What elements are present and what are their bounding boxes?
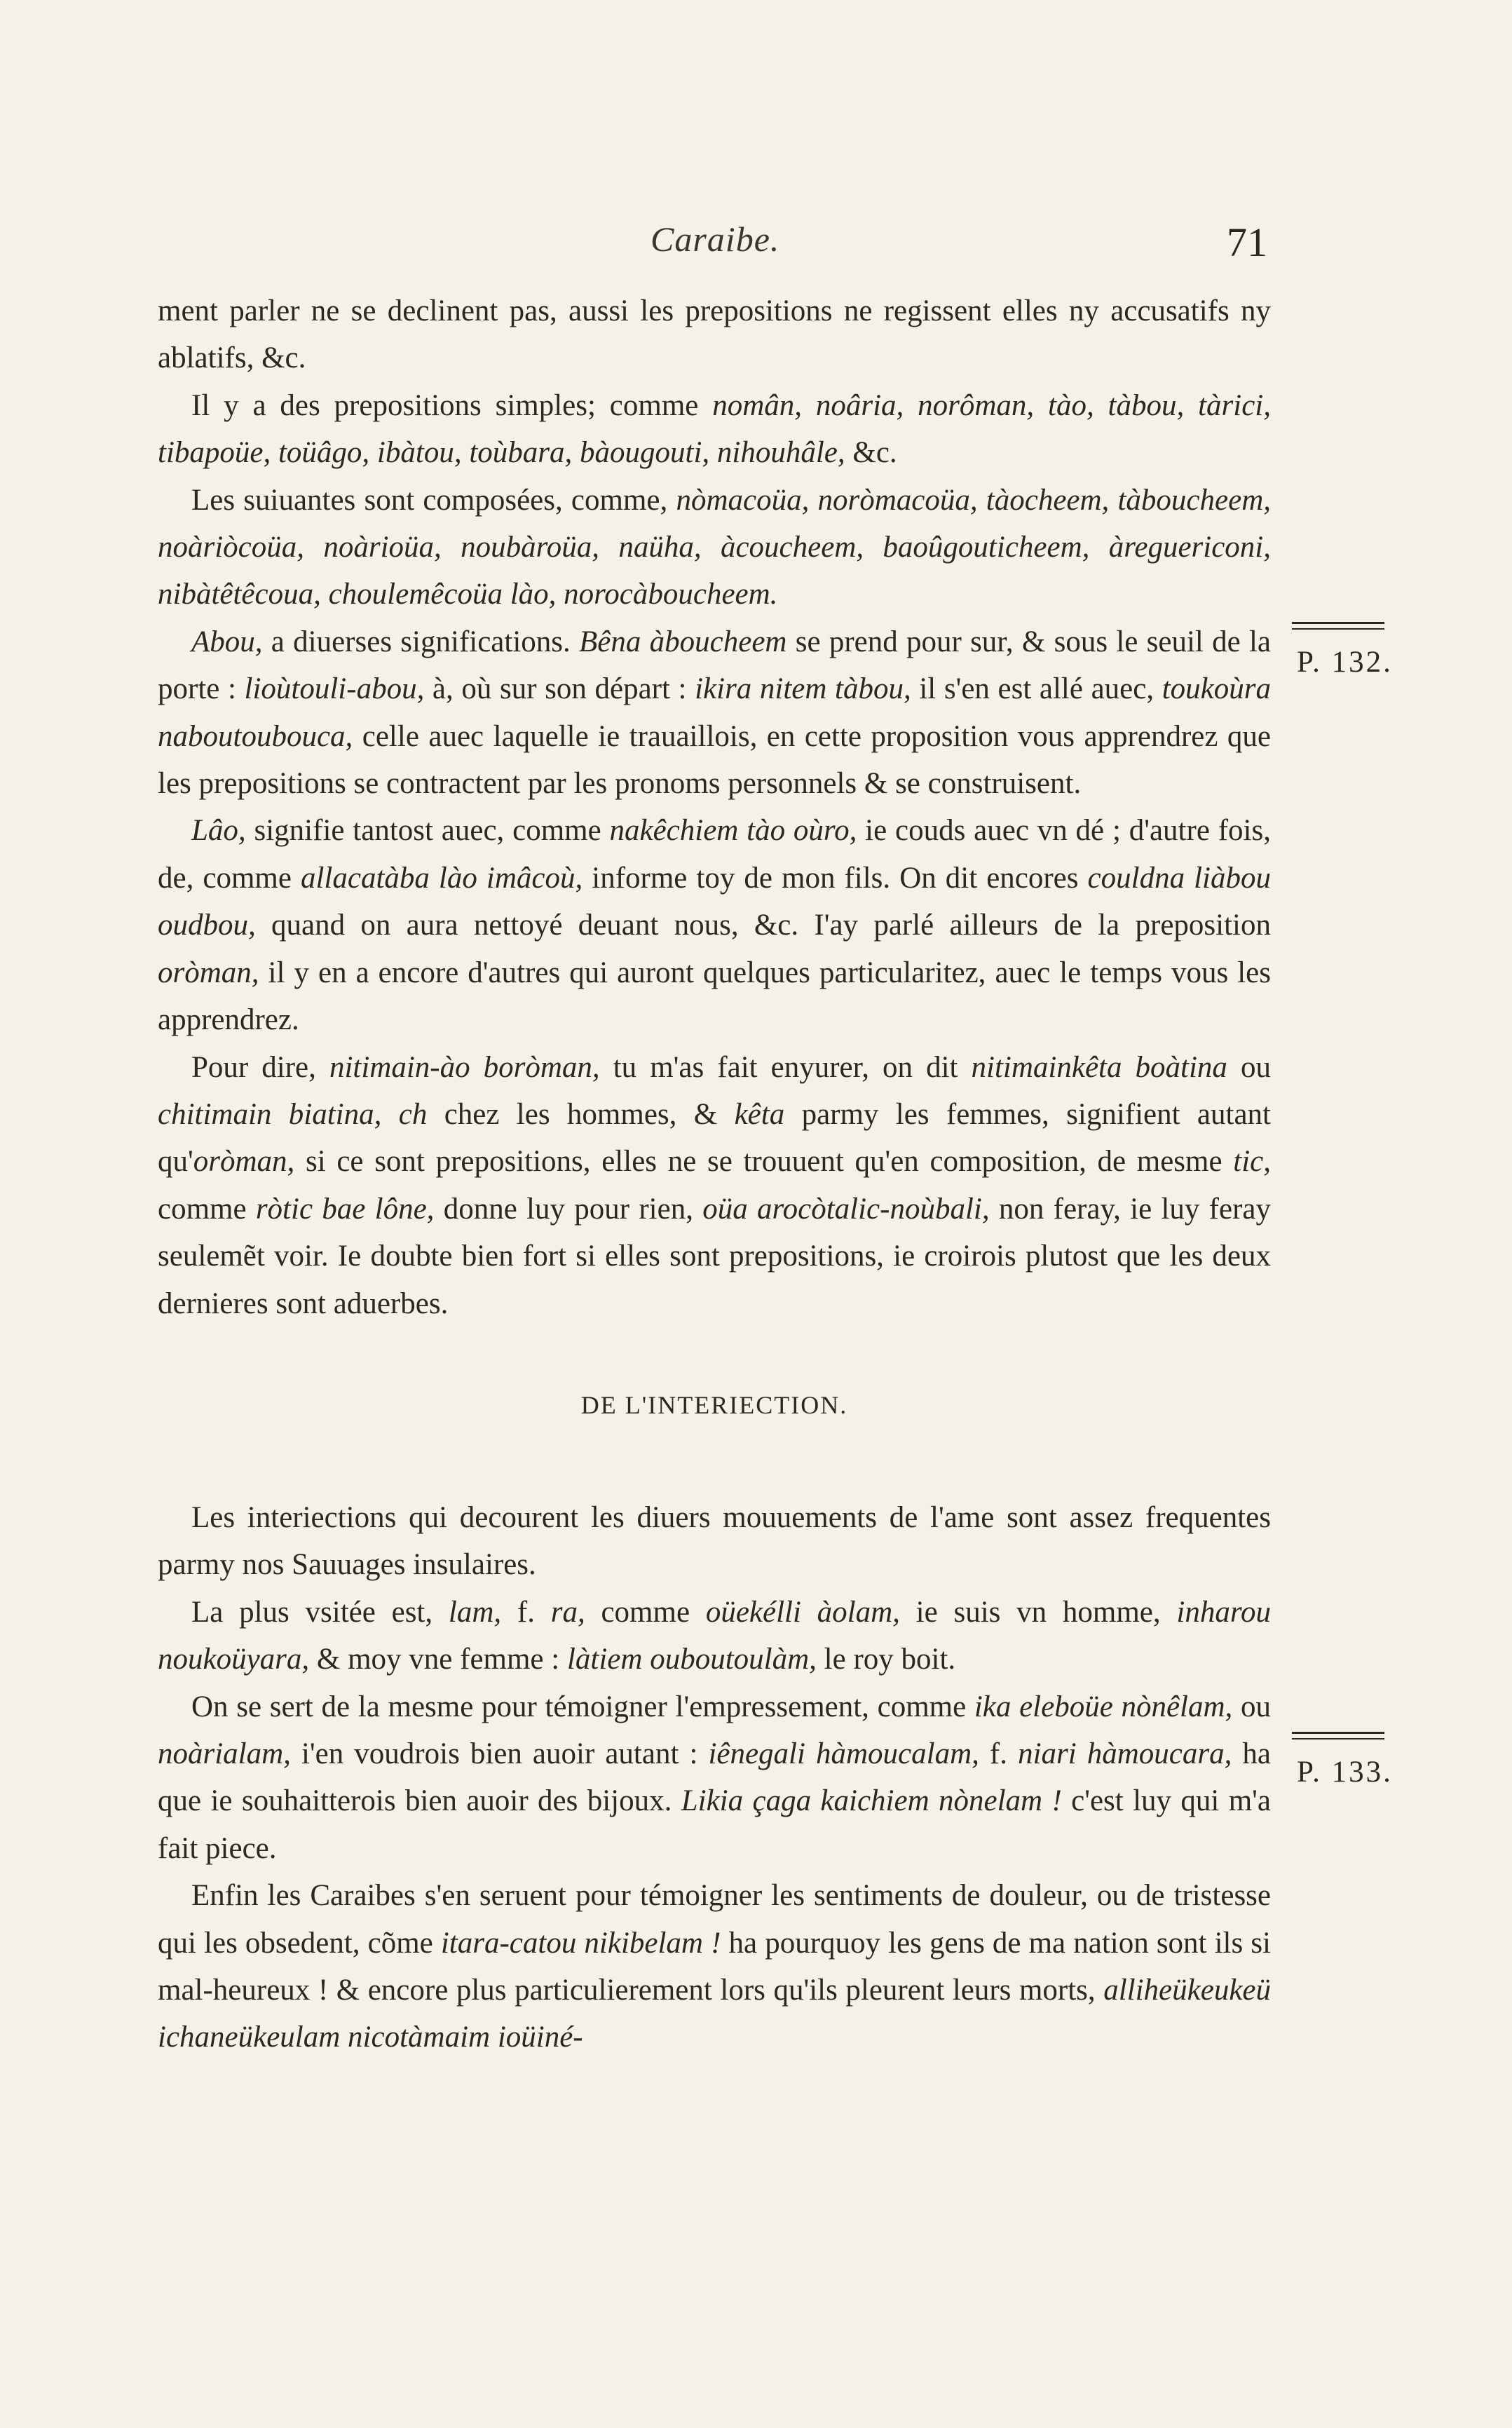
text-run: ou: [1232, 1690, 1271, 1723]
running-title: Caraibe.: [651, 219, 780, 259]
paragraph: [158, 1872, 1271, 2061]
paragraph: [158, 1589, 1271, 1683]
text-run: informe toy de mon fils. On dit encores: [583, 861, 1088, 895]
carib-term: ròtic bae lône,: [255, 1192, 435, 1226]
text-run: &c.: [845, 436, 897, 470]
text-run: f.: [501, 1595, 551, 1629]
paragraph: [158, 618, 1271, 808]
body-text: [158, 287, 1271, 2061]
text-run: f.: [979, 1737, 1019, 1770]
paragraph: [158, 382, 1271, 477]
paragraph: [158, 1044, 1271, 1327]
text-run: se prend pour sur, & sous le seuil de la porte :: [158, 625, 1272, 706]
carib-term: couldna liàbou oudbou,: [158, 861, 1271, 942]
carib-term: tic,: [1233, 1145, 1271, 1179]
text-run: chez les hommes, &: [427, 1097, 735, 1131]
carib-term: ra,: [550, 1595, 585, 1629]
text-run: donne luy pour rien,: [434, 1192, 703, 1226]
carib-term: nitimain-ào boròman,: [329, 1050, 600, 1084]
text-run: ha pourquoy les gens de ma nation sont ils si mal-heureux ! & encore plus particulierement lors qu'ils pleurent leurs morts,: [158, 1926, 1272, 2007]
text-run: quand on aura nettoyé deuant nous, &c. I'ay parlé ailleurs de la preposition: [255, 909, 1271, 942]
text-run: Pour dire,: [191, 1050, 329, 1084]
carib-term: ikira nitem tàbou,: [695, 672, 911, 706]
margin-note-p133: P. 133.: [1297, 1756, 1393, 1789]
margin-note-p132: P. 132.: [1297, 646, 1393, 679]
carib-term: chitimain biatina, ch: [158, 1097, 428, 1131]
text-run: Les interiections qui decourent les diuers mouuements de l'ame sont assez frequentes parmy nos Sauuages insulaires.: [158, 1500, 1271, 1582]
carib-term: ika eleboüe nònêlam,: [974, 1690, 1233, 1723]
carib-term: noàrialam,: [158, 1737, 291, 1770]
text-run: ment parler ne se declinent pas, aussi les prepositions ne regissent elles ny accusatifs ny ablatifs, &c.: [158, 294, 1271, 375]
text-run: ha que ie souhaitterois bien auoir des bijoux.: [158, 1737, 1271, 1818]
text-run: La plus vsitée est,: [191, 1595, 449, 1629]
text-run: si ce sont prepositions, elles ne se trouuent qu'en composition, de mesme: [294, 1145, 1234, 1179]
text-run: ou: [1227, 1050, 1271, 1084]
carib-term: lam,: [448, 1595, 502, 1629]
text-run: comme: [158, 1192, 256, 1226]
carib-term: nomân, noâria, norôman, tào, tàbou, tàrici, tibapoüe, toüâgo, ibàtou, toùbara, bàougouti, nihouhâle,: [158, 388, 1271, 470]
paragraph: [158, 1683, 1271, 1873]
paragraph: [158, 1494, 1271, 1589]
text-run: c'est luy qui m'a fait piece.: [158, 1784, 1271, 1865]
text-run: il s'en est allé auec,: [911, 672, 1162, 706]
carib-term: làtiem ouboutoulàm,: [566, 1643, 817, 1676]
text-run: Il y a des prepositions simples; comme: [191, 388, 713, 422]
carib-term: itara-catou nikibelam !: [440, 1926, 721, 1960]
carib-term: kêta: [734, 1097, 785, 1131]
carib-term: nòmacoüa, noròmacoüa, tàocheem, tàboucheem, noàriòcoüa, noàrioüa, noubàroüa, naüha, àcoucheem, baoûgouticheem, àreguericoni, nibàtêtêcoua, choulemêcoüa lào, norocàboucheem.: [158, 483, 1271, 611]
margin-rule: [1292, 622, 1384, 630]
carib-term: inharou noukoüyara,: [158, 1595, 1271, 1676]
paragraph: [158, 287, 1271, 382]
text-run: parmy les femmes, signifient autant qu': [158, 1097, 1271, 1179]
paragraph: [158, 477, 1271, 618]
text-run: ie couds auec vn dé ; d'autre fois, de, comme: [158, 814, 1271, 895]
carib-term: Abou,: [191, 625, 263, 658]
section-heading: DE L'INTERIECTION.: [580, 1390, 848, 1419]
margin-rule: [1292, 1732, 1384, 1739]
text-run: non feray, ie luy feray seulemẽt voir. Ie doubte bien fort si elles sont prepositions, ie croirois plutost que les deux dernieres sont aduerbes.: [158, 1192, 1271, 1320]
text-run: Les suiuantes sont composées, comme,: [191, 483, 676, 517]
carib-term: allacatàba lào imâcoù,: [300, 861, 583, 895]
text-run: ie suis vn homme,: [899, 1595, 1177, 1629]
text-run: i'en voudrois bien auoir autant :: [290, 1737, 709, 1770]
carib-term: Bêna àboucheem: [579, 625, 787, 658]
text-run: comme: [585, 1595, 706, 1629]
text-run: a diuerses significations.: [262, 625, 580, 658]
carib-term: nakêchiem tào oùro,: [609, 814, 857, 848]
carib-term: niari hàmoucara,: [1018, 1737, 1232, 1770]
carib-term: Lâo,: [191, 814, 246, 848]
carib-term: oròman,: [193, 1145, 295, 1179]
carib-term: oüa arocòtalic-noùbali,: [702, 1192, 990, 1226]
text-run: le roy boit.: [816, 1643, 956, 1676]
text-run: signifie tantost auec, comme: [245, 814, 610, 848]
text-run: tu m'as fait enyurer, on dit: [599, 1050, 972, 1084]
text-run: à, où sur son départ :: [424, 672, 695, 706]
carib-term: nitimainkêta boàtina: [971, 1050, 1227, 1084]
text-run: & moy vne femme :: [309, 1643, 567, 1676]
carib-term: iênegali hàmoucalam,: [708, 1737, 979, 1770]
carib-term: Likia çaga kaichiem nònelam !: [681, 1784, 1062, 1818]
text-run: celle auec laquelle ie trauaillois, en cette proposition vous apprendrez que les prepositions se contractent par les pronoms personnels & se construisent.: [158, 719, 1271, 801]
text-run: On se sert de la mesme pour témoigner l'empressement, comme: [191, 1690, 974, 1723]
carib-term: oròman,: [158, 956, 259, 989]
text-run: Enfin les Caraibes s'en seruent pour témoigner les sentiments de douleur, ou de tristesse qui les obsedent, cõme: [158, 1879, 1271, 1960]
carib-term: lioùtouli-abou,: [244, 672, 425, 706]
carib-term: alliheükeukeü ichaneükeulam nicotàmaim ioüiné-: [158, 1974, 1271, 2054]
page-number: 71: [1227, 219, 1267, 265]
text-run: il y en a encore d'autres qui auront quelques particularitez, auec le temps vous les apprendrez.: [158, 956, 1271, 1037]
carib-term: toukoùra naboutoubouca,: [158, 672, 1271, 753]
carib-term: oüekélli àolam,: [705, 1595, 900, 1629]
paragraph: [158, 807, 1271, 1043]
